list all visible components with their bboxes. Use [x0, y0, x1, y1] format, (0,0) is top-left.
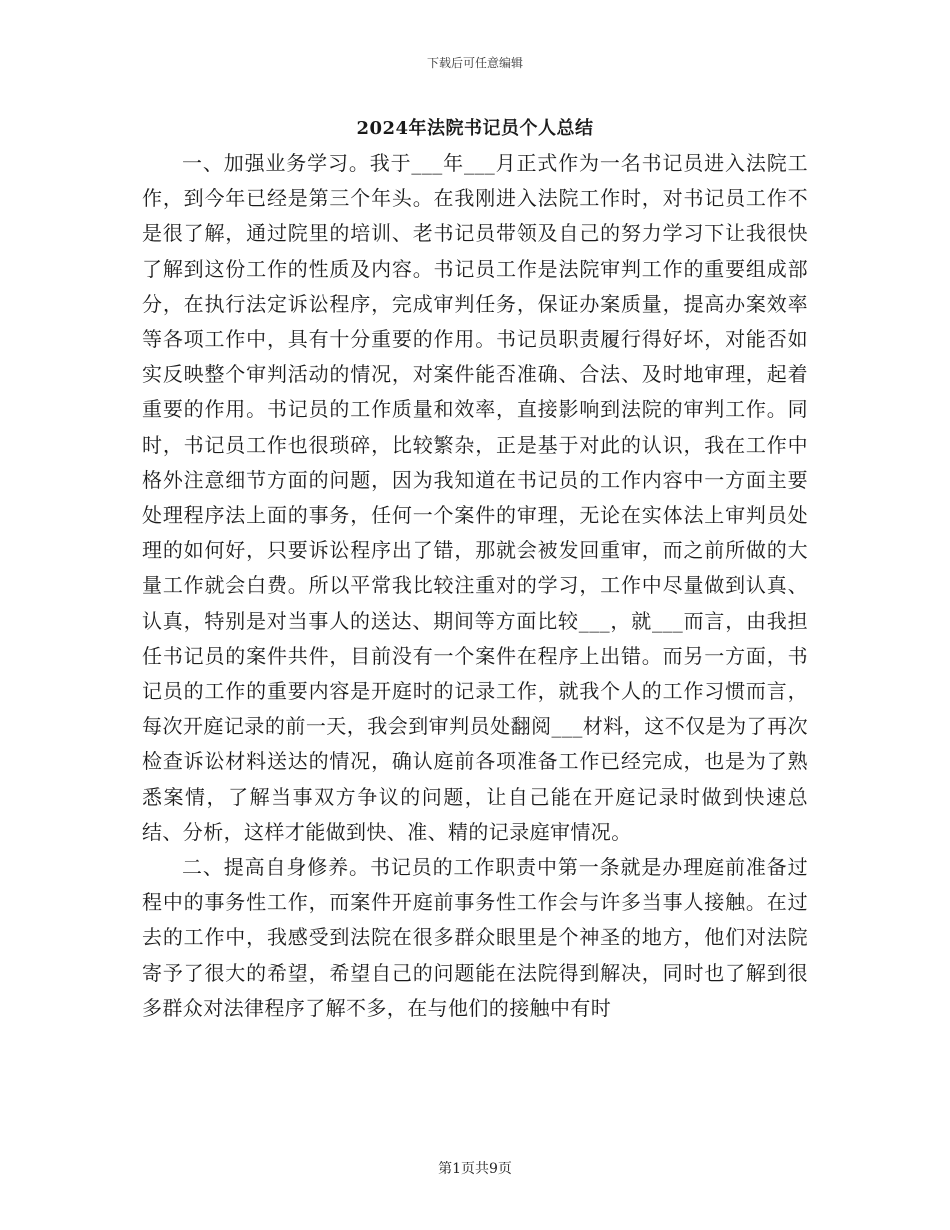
- paragraph-business-study: 一、加强业务学习。我于___年___月正式作为一名书记员进入法院工作，到今年已经是第三个年头。在我刚进入法院工作时，对书记员工作不是很了解，通过院里的培训、老书记员带领及自己的努力学习下让我很快了解到这份工作的性质及内容。书记员工作是法院审判工作的重要组成部分，在执行法定诉讼程序，完成审判任务，保证办案质量，提高办案效率等各项工作中，具有十分重要的作用。书记员职责履行得好坏，对能否如实反映整个审判活动的情况，对案件能否准确、合法、及时地审理，起着重要的作用。书记员的工作质量和效率，直接影响到法院的审判工作。同时，书记员工作也很琐碎，比较繁杂，正是基于对此的认识，我在工作中格外注意细节方面的问题，因为我知道在书记员的工作内容中一方面主要处理程序法上面的事务，任何一个案件的审理，无论在实体法上审判员处理的如何好，只要诉讼程序出了错，那就会被发回重审，而之前所做的大量工作就会白费。所以平常我比较注重对的学习，工作中尽量做到认真、认真，特别是对当事人的送达、期间等方面比较___，就___而言，由我担任书记员的案件共件，目前没有一个案件在程序上出错。而另一方面，书记员的工作的重要内容是开庭时的记录工作，就我个人的工作习惯而言，每次开庭记录的前一天，我会到审判员处翻阅___材料，这不仅是为了再次检查诉讼材料送达的情况，确认庭前各项准备工作已经完成，也是为了熟悉案情，了解当事双方争议的问题，让自己能在开庭记录时做到快速总结、分析，这样才能做到快、准、精的记录庭审情况。: [142, 151, 808, 844]
- document-body: [142, 146, 808, 1026]
- download-edit-note: 下载后可任意编辑: [426, 56, 523, 70]
- page-number: 第1页共9页: [438, 1161, 512, 1177]
- document-title: 2024年法院书记员个人总结: [356, 118, 594, 139]
- paragraph-self-improvement: 二、提高自身修养。书记员的工作职责中第一条就是办理庭前准备过程中的事务性工作，而案件开庭前事务性工作会与许多当事人接触。在过去的工作中，我感受到法院在很多群众眼里是个神圣的地方，他们对法院寄予了很大的希望，希望自己的问题能在法院得到解决，同时也了解到很多群众对法律程序了解不多，在与他们的接触中有时: [142, 855, 808, 1020]
